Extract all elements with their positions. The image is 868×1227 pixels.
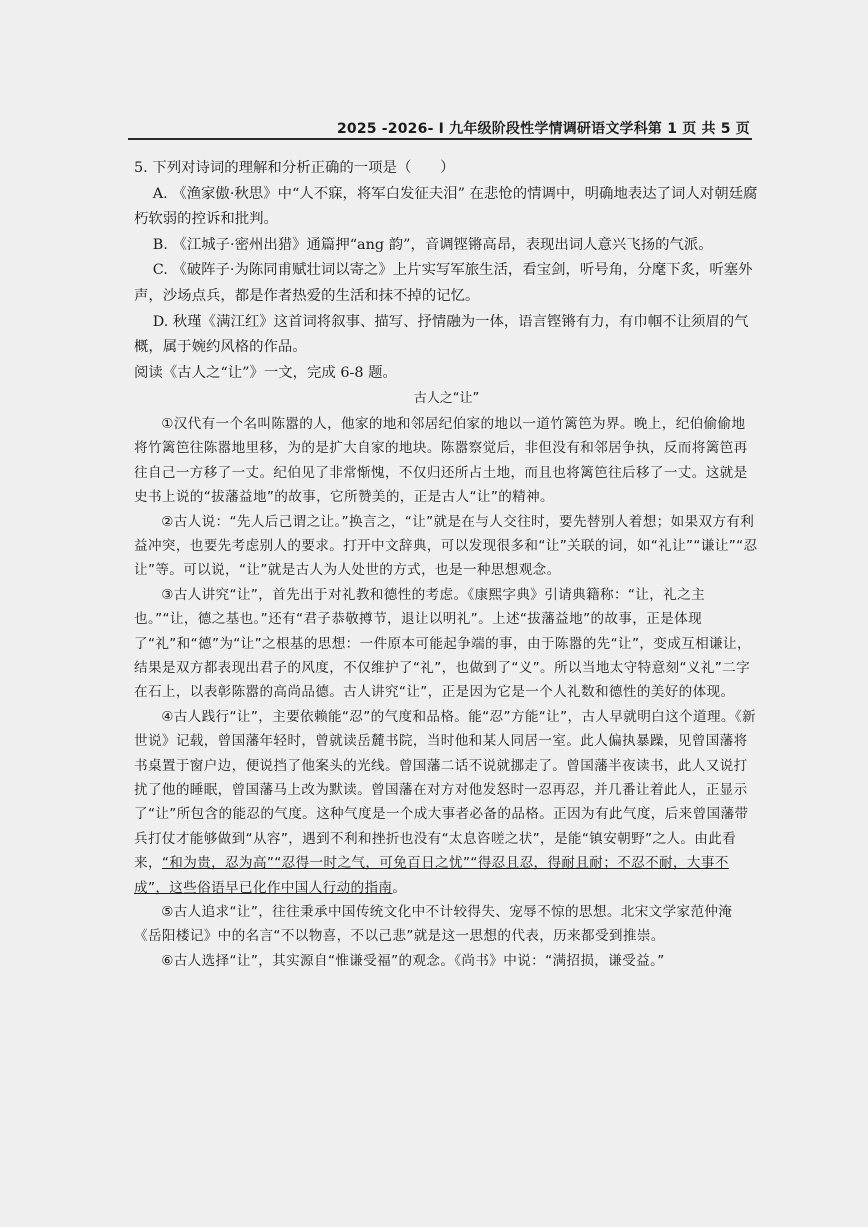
- paragraph-3: ③古人讲究“让”，首先出于对礼教和德性的考虑。《康熙字典》引请典籍称：“让，礼之主也。”“让，德之基也。”还有“君子恭敬撙节，退让以明礼”。上述“拔藩益地”的故事，正是体现了“礼”和“德”为“让”之根基的思想：一件原本可能起争端的事，由于陈嚣的先“让”，变成互相谦让，结果是双方都表现出君子的风度，不仅维护了“礼”，也做到了“义”。所以当地太守特意刻“义礼”二字在石上，以表彰陈嚣的高尚品德。古人讲究“让”，正是因为它是一个人礼数和德性的美好的体现。: [134, 586, 751, 701]
- article-title: 古人之“让”: [413, 391, 480, 407]
- header-divider: [128, 138, 752, 140]
- paragraph-4: [134, 705, 759, 900]
- option-c: C. 《破阵子·为陈同甫赋壮词以寄之》上片实写军旅生活，看宝剑，听号角，分麾下炙，听塞外声，沙场点兵，都是作者热爱的生活和抹不掉的记忆。: [134, 262, 753, 304]
- paragraph-5: ⑤古人追求“让”，往往秉承中国传统文化中不计较得失、宠辱不惊的思想。北宋文学家范仲淹《岳阳楼记》中的名言“不以物喜，不以己悲”就是这一思想的代表，历来都受到推崇。: [134, 904, 733, 945]
- option-b: B. 《江城子·密州出猎》通篇押“ang 韵”，音调铿锵高昂，表现出词人意兴飞扬的气派。: [152, 236, 713, 253]
- underlined-saying-2: “忍得一时之气，可免百日之忧”: [274, 855, 471, 872]
- underlined-saying-3: “得忍且忍，得耐且耐；不忍不耐，大事不成”，这些俗语早已化作中国人行动的指南: [134, 855, 729, 896]
- paragraph-2: ②古人说：“先人后己谓之让。”换言之，“让”就是在与人交往时，要先替别人着想；如果双方有利益冲突，也要先考虑别人的要求。打开中文辞典，可以发现很多和“让”关联的词，如“礼让”“谦让”“忍让”等。可以说，“让”就是古人为人处世的方式，也是一种思想观念。: [134, 513, 758, 579]
- question-5-stem: 5. 下列对诗词的理解和分析正确的一项是（ ）: [134, 160, 455, 176]
- paragraph-6: ⑥古人选择“让”，其实源自“惟谦受福”的观念。《尚书》中说：“满招损，谦受益。”: [161, 952, 665, 969]
- option-d: D. 秋瑾《满江红》这首词将叙事、描写、抒情融为一体，语言铿锵有力，有巾帼不让须眉的气概，属于婉约风格的作品。: [134, 313, 749, 356]
- reading-intro: 阅读《古人之“让”》一文，完成 6-8 题。: [134, 364, 397, 381]
- paragraph-4-text: ④古人践行“让”，主要依赖能“忍”的气度和品格。能“忍”方能“让”，古人早就明白这个道理。《新世说》记载，曾国藩年轻时，曾就读岳麓书院，当时他和某人同居一室。此人偏执暴躁，见曾国藩将书桌置于窗户边，便说挡了他案头的光线。曾国藩二话不说就挪走了。曾国藩半夜读书，此人又说打扰了他的睡眠，曾国藩马上改为默读。曾国藩在对方对他发怒时一忍再忍，并几番让着此人，正显示了“让”所包含的能忍的气度。这种气度是一个成大事者必备的品格。正因为有此气度，后来曾国藩带兵打仗才能够做到“从容”，遇到不利和挫折也没有“太息咨嗟之状”，是能“镇安朝野”之人。由此看来，: [134, 708, 756, 872]
- option-a: A. 《渔家傲·秋思》中“人不寐，将军白发征夫泪” 在悲怆的情调中，明确地表达了词人对朝廷腐朽软弱的控诉和批判。: [134, 185, 758, 228]
- underlined-saying-1: “和为贵，忍为高”: [161, 855, 275, 872]
- paragraph-4-end: 。: [392, 879, 407, 896]
- paragraph-1: ①汉代有一个名叫陈嚣的人，他家的地和邻居纪伯家的地以一道竹篱笆为界。晚上，纪伯偷偷地将竹篱笆往陈嚣地里移，为的是扩大自家的地块。陈嚣察觉后，非但没有和邻居争执，反而将篱笆再往自己一方移了一丈。纪伯见了非常惭愧，不仅归还所占土地，而且也将篱笆往后移了一丈。这就是史书上说的“拔藩益地”的故事，它所赞美的，正是古人“让”的精神。: [134, 415, 748, 506]
- page-content: [134, 156, 759, 973]
- page-header: 2025 -2026- I 九年级阶段性学情调研语文学科第 1 页 共 5 页: [336, 121, 750, 137]
